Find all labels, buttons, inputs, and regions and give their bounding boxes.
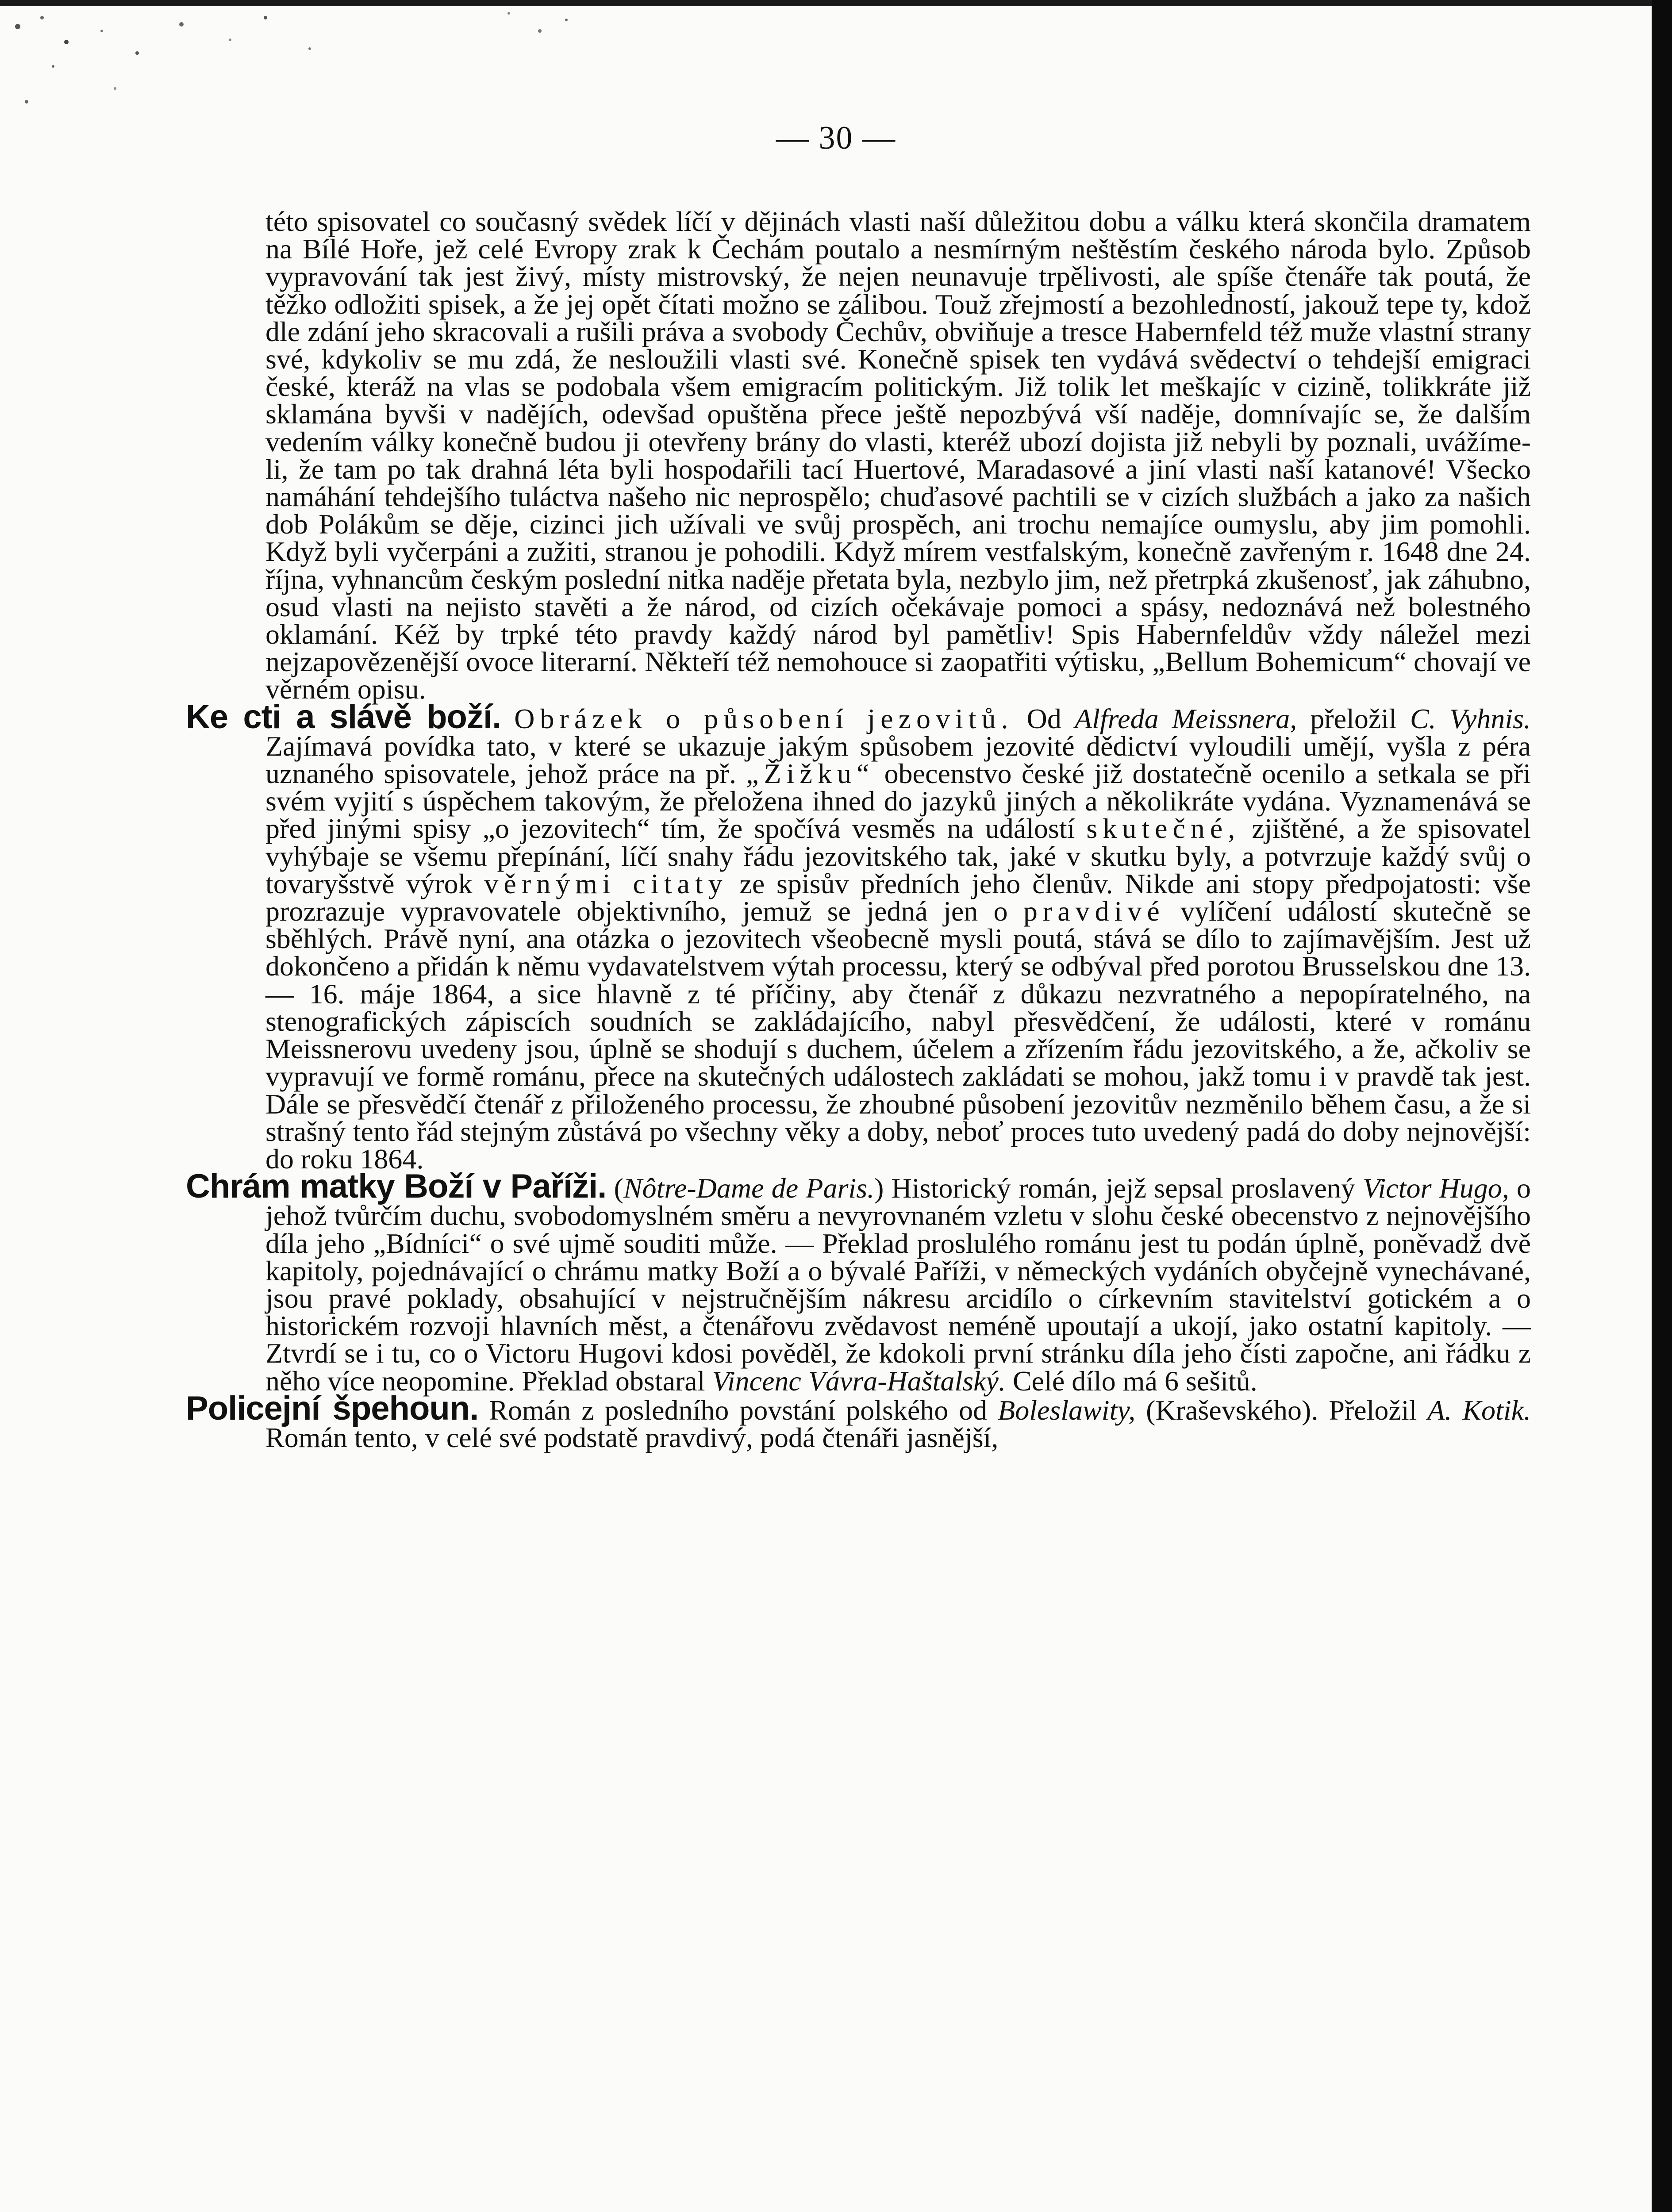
entry-chram: Chrám matky Boží v Paříži. (Nôtre-Dame de Paris.) Historický román, jejž sepsal proslavený Victor Hugo, o jehož tvůrčím duchu, svobodomyslném směru a nevyrovnaném vzletu v slohu české obecenstvo z nejnovějšího díla jeho „Bídníci“ o své ujmě souditi může. — Překlad proslulého románu jest tu podán úplně, poněvadž dvě kapitoly, pojednávající o chrámu matky Boží a o bývalé Paříži, v německých vydáních obyčejně vynechávané, jsou pravé poklady, obsahující v nejstručnějším nákresu arcidílo o církevním stavitelství gotickém a o historickém rozvoji hlavních měst, a čtenářovu zvědavost neméně upoutají a ukojí, jako ostatní kapitoly. — Ztvrdí se i tu, co o Victoru Hugovi kdosi pověděl, že kdokoli první stránku díla jeho čísti započne, ani řádku z něho více neopomine. Překlad obstaral Vincenc Vávra-Haštalský. Celé dílo má 6 sešitů. <box>186 1167 1531 1397</box>
entry-translator: Vincenc Vávra-Haštalský. <box>712 1365 1006 1397</box>
entry-original-title: Nôtre-Dame de Paris. <box>623 1172 875 1204</box>
entry-translator: A. Kotik. <box>1427 1394 1531 1426</box>
scan-right-edge <box>1652 0 1672 2212</box>
entry-translator: C. Vyhnis. <box>1410 703 1531 734</box>
entry-author: Boleslawity, <box>998 1394 1136 1426</box>
intro-paragraph: této spisovatel co současný svědek líčí v dějinách vlasti naší důležitou dobu a válku která skončila dramatem na Bílé Hoře, jež celé Evropy zrak k Čechám poutalo a nesmírným neštěstím českého národa bylo. Způsob vypravování tak jest živý, místy mistrovský, že nejen neunavuje trpělivosti, ale spíše čtenáře tak poutá, že těžko odložiti spisek, a že jej opět čítati možno se zálibou. Touž zřejmostí a bezohledností, jakouž tepe ty, kdož dle zdání jeho skracovali a rušili práva a svobody Čechův, obviňuje a tresce Habernfeld též muže vlastní strany své, kdykoliv se mu zdá, že nesloužili vlasti své. Konečně spisek ten vydává svědectví o tehdejší emigraci české, kteráž na vlas se podobala všem emigracím politickým. Již tolik let meškajíc v cizině, tolikkráte již sklamána byvši v nadějích, odevšad opuštěna přece ještě nepozbývá vší naděje, domnívajíc se, že dalším vedením války konečně budou ji otevřeny brány do vlasti, kteréž ubozí dojista již nebyli by poznali, uvážíme-li, že tam po tak drahná léta byli hospodařili tací Huertové, Maradasové a jiní vlasti naší katanové! Všecko namáhání tehdejšího tuláctva našeho nic neprospělo; chuďasové pachtili se v cizích službách a jako za našich dob Polákům se děje, cizinci jich užívali ve svůj prospěch, ani trochu nemajíce oumyslu, aby jim pomohli. Když byli vyčerpáni a zužiti, stranou je pohodili. Když mírem vestfalským, konečně zavřeným r. 1648 dne 24. října, vyhnancům českým poslední nitka naděje přetata byla, nezbylo jim, než přetrpká zkušenosť, jak záhubno, osud vlasti na nejisto stavěti a že národ, od cizích očekávaje pomoci a spásy, nedoznává než bolestného oklamání. Kéž by trpké této pravdy každý národ byl pamětliv! Spis Habernfeldův vždy náležel mezi nejzapovězenější ovoce literarní. Někteří též nemohouce si zaopatřiti výtisku, „Bellum Bohemicum“ chovají ve věrném opisu. <box>265 206 1531 705</box>
entry-author: Victor Hugo, <box>1363 1172 1509 1204</box>
page-number: — 30 — <box>776 120 896 156</box>
entry-policejni: Policejní špehoun. Román z posledního povstání polského od Boleslawity, (Kraševského). Přeložil A. Kotik. Román tento, v celé své podstatě pravdivý, podá čtenáři jasnější, <box>186 1389 1531 1453</box>
scan-top-edge <box>0 0 1672 6</box>
entry-author: Alfreda Meissnera, <box>1074 703 1297 734</box>
body-text <box>186 206 1531 1453</box>
entry-title: Policejní špehoun. <box>186 1389 479 1427</box>
entry-title: Ke cti a slávě boží. <box>186 698 501 736</box>
entry-title: Chrám matky Boží v Paříži. <box>186 1167 607 1206</box>
entry-ke-cti: Ke cti a slávě boží. Obrázek o působení jezovitů. Od Alfreda Meissnera, přeložil C. Vyhnis. Zajímavá povídka tato, v které se ukazuje jakým spůsobem jezovité dědictví vyloudili umějí, vyšla z péra uznaného spisovatele, jehož práce na př. „Žižku“ obecenstvo české již dostatečně ocenilo a setkala se při svém vyjití s úspěchem takovým, že přeložena ihned do jazyků jiných a několikráte vydána. Vyznamenává se před jinými spisy „o jezovitech“ tím, že spočívá vesměs na událostí skutečné, zjištěné, a že spisovatel vyhýbaje se všemu přepínání, líčí snahy řádu jezovitského tak, jaké v skutku byly, a potvrzuje každý svůj o tovaryšstvě výrok věrnými citaty ze spisův předních jeho členův. Nikde ani stopy předpojatosti: vše prozrazuje vypravovatele objektivního, jemuž se jedná jen o pravdivé vylíčení událostí skutečně se sběhlých. Právě nyní, ana otázka o jezovitech všeobecně mysli poutá, stává se dílo to zajímavějším. Jest už dokončeno a přidán k němu vydavatelstvem výtah processu, který se odbýval před porotou Brusselskou dne 13. — 16. máje 1864, a sice hlavně z té příčiny, aby čtenář z důkazu nezvratného a nepopíratelného, na stenografických zápiscích soudních se zakládajícího, nabyl přesvědčení, že události, které v románu Meissnerovu uvedeny jsou, úplně se shodují s duchem, účelem a zřízením řádu jezovitského, a že, ačkoliv se vypravují ve formě románu, přece na skutečných událostech zakládati se mohou, jakž tomu i v pravdě tak jest. Dále se přesvědčí čtenář z přiloženého processu, že zhoubné působení jezovitův nezměnilo během času, a že si strašný tento řád stejným zůstává po všechny věky a doby, neboť proces tuto uvedený padá do doby nejnovější: do roku 1864. <box>186 698 1531 1175</box>
entry-subtitle: Obrázek o působení jezovitů. <box>514 703 1014 734</box>
